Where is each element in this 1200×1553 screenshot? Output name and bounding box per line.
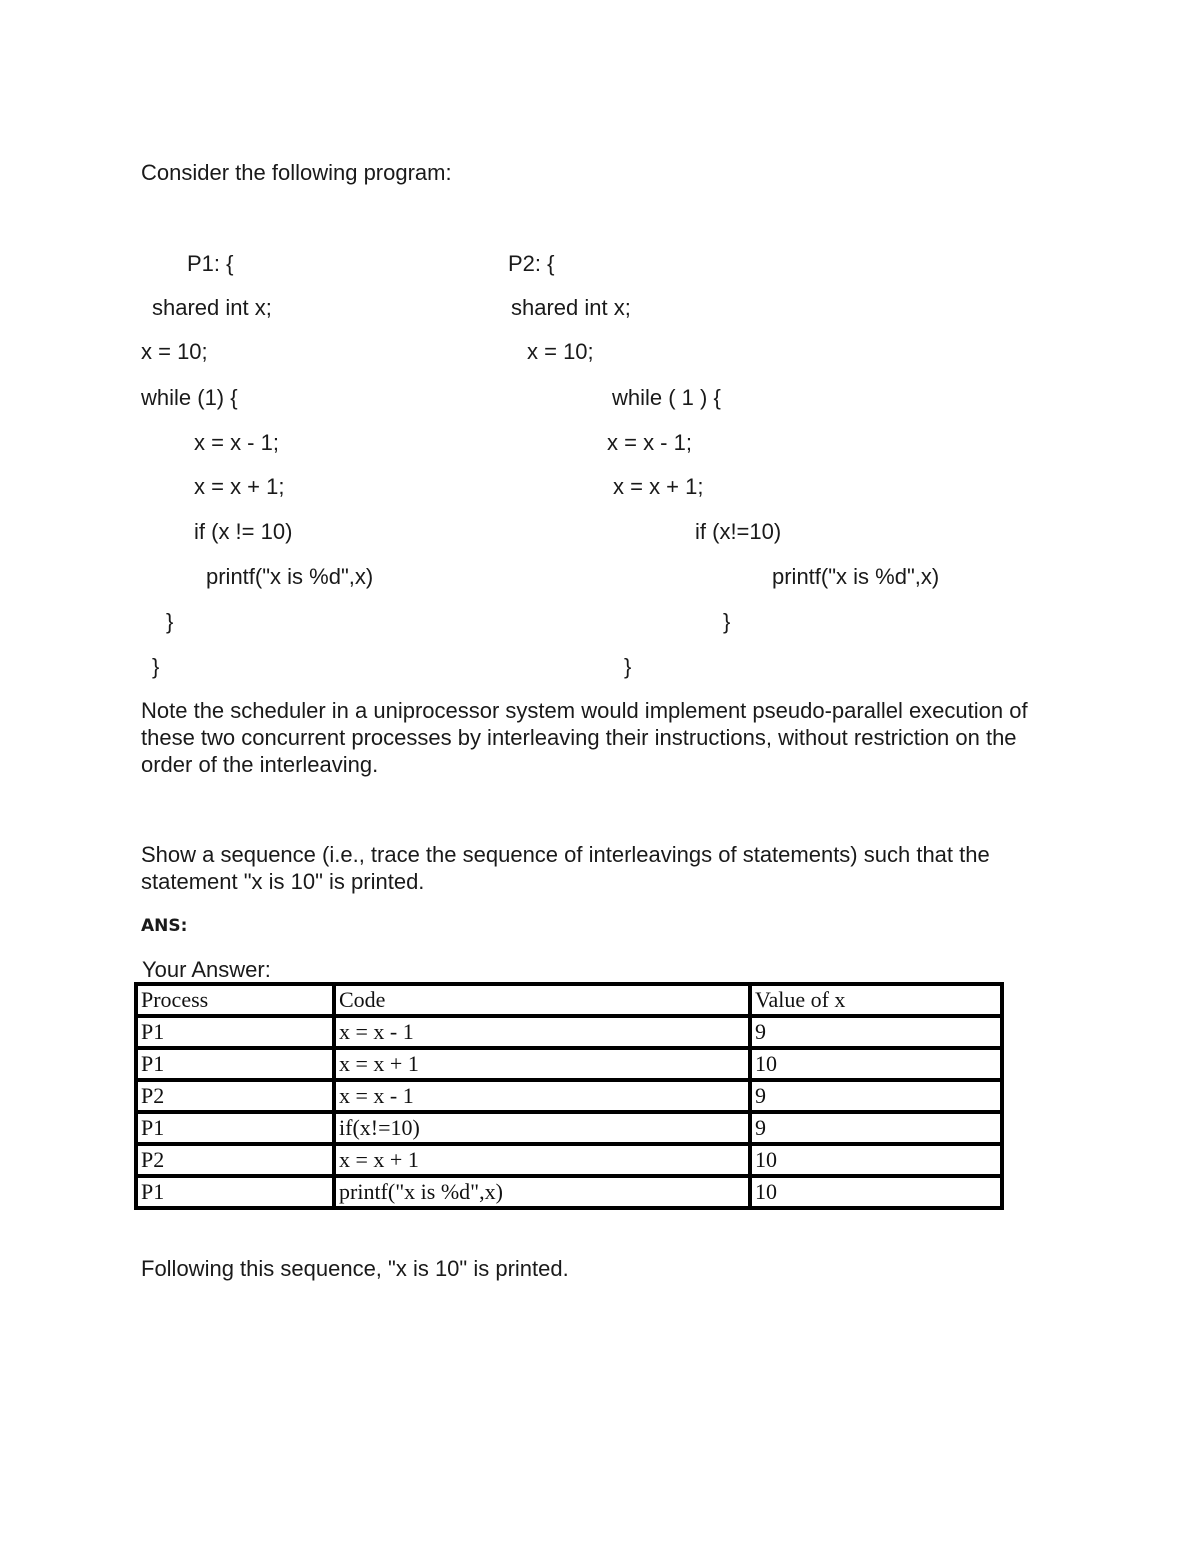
cell-code: if(x!=10) <box>334 1112 750 1144</box>
p2-condition: if (x!=10) <box>695 519 782 544</box>
p2-shared-decl: shared int x; <box>511 295 631 320</box>
cell-process: P2 <box>136 1080 334 1112</box>
cell-process: P2 <box>136 1144 334 1176</box>
p1-printf: printf("x is %d",x) <box>206 564 374 589</box>
p1-assign: x = 10; <box>141 339 208 364</box>
header-code: Code <box>334 984 750 1016</box>
cell-value: 9 <box>750 1112 1002 1144</box>
p2-printf: printf("x is %d",x) <box>772 564 940 589</box>
conclusion-text: Following this sequence, "x is 10" is printed. <box>141 1256 569 1281</box>
cell-code: x = x + 1 <box>334 1144 750 1176</box>
p2-close-outer: } <box>624 654 632 679</box>
table-row <box>136 1112 1002 1144</box>
cell-process: P1 <box>136 1112 334 1144</box>
header-process: Process <box>136 984 334 1016</box>
scheduler-note: Note the scheduler in a uniprocessor system would implement pseudo-parallel execution of these two concurrent processes by interleaving their instructions, without restriction on the order of the interleaving. <box>141 698 1028 777</box>
table-row <box>136 1048 1002 1080</box>
p2-header: P2: { <box>508 251 555 276</box>
table-row <box>136 1080 1002 1112</box>
cell-process: P1 <box>136 1016 334 1048</box>
ans-label: ANS: <box>141 916 188 936</box>
cell-code: x = x - 1 <box>334 1016 750 1048</box>
p2-while: while ( 1 ) { <box>612 385 721 410</box>
p1-close-outer: } <box>152 654 160 679</box>
p1-decrement: x = x - 1; <box>194 430 279 455</box>
p1-header: P1: { <box>187 251 234 276</box>
cell-value: 10 <box>750 1048 1002 1080</box>
cell-code: x = x + 1 <box>334 1048 750 1080</box>
cell-value: 10 <box>750 1144 1002 1176</box>
table-row <box>136 1016 1002 1048</box>
cell-code: x = x - 1 <box>334 1080 750 1112</box>
cell-process: P1 <box>136 1176 334 1208</box>
p2-close-inner: } <box>723 609 731 634</box>
p1-increment: x = x + 1; <box>194 474 285 499</box>
p1-condition: if (x != 10) <box>194 519 293 544</box>
p1-close-inner: } <box>166 609 174 634</box>
intro-text: Consider the following program: <box>141 160 452 185</box>
cell-value: 9 <box>750 1080 1002 1112</box>
p2-assign: x = 10; <box>527 339 594 364</box>
table-row <box>136 1176 1002 1208</box>
header-value: Value of x <box>750 984 1002 1016</box>
cell-process: P1 <box>136 1048 334 1080</box>
your-answer-label: Your Answer: <box>142 957 271 982</box>
answer-table <box>134 982 1004 1210</box>
p1-while: while (1) { <box>141 385 238 410</box>
table-header-row <box>136 984 1002 1016</box>
cell-value: 10 <box>750 1176 1002 1208</box>
p1-shared-decl: shared int x; <box>152 295 272 320</box>
p2-increment: x = x + 1; <box>613 474 704 499</box>
question-text: Show a sequence (i.e., trace the sequence of interleavings of statements) such that the statement "x is 10" is printed. <box>141 842 990 894</box>
cell-code: printf("x is %d",x) <box>334 1176 750 1208</box>
cell-value: 9 <box>750 1016 1002 1048</box>
p2-decrement: x = x - 1; <box>607 430 692 455</box>
table-row <box>136 1144 1002 1176</box>
